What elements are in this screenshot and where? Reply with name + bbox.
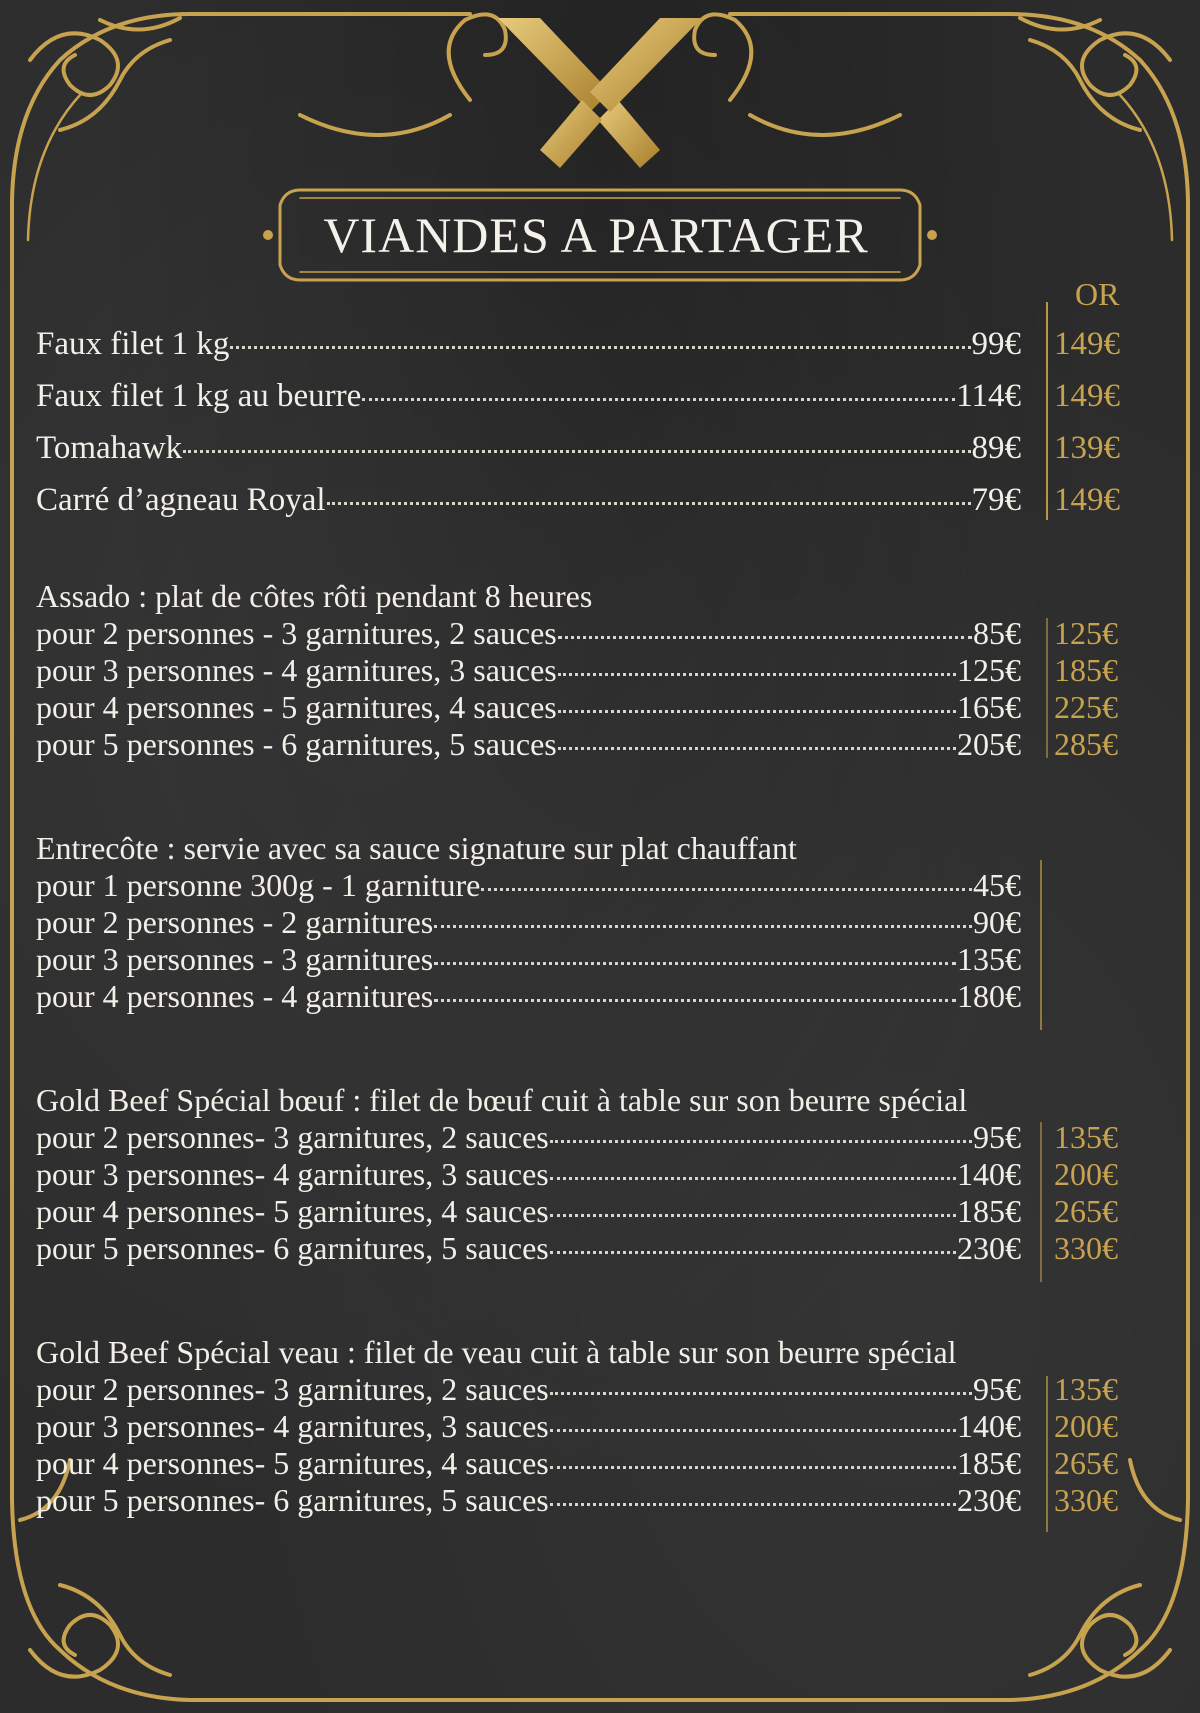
item-name: Carré d’agneau Royal — [36, 482, 326, 518]
dot-leader — [362, 398, 955, 401]
item-gold-price: 135€ — [1054, 1371, 1118, 1407]
gold-column-divider — [1046, 618, 1048, 758]
dot-leader — [558, 747, 956, 750]
section-title-gold-beef-boeuf: Gold Beef Spécial bœuf : filet de bœuf cuit à table sur son beurre spécial — [36, 1082, 968, 1118]
item-gold-price: 149€ — [1054, 378, 1120, 414]
item-price: 230€ — [957, 1482, 1021, 1518]
item-name: Faux filet 1 kg au beurre — [36, 378, 362, 414]
dot-leader — [558, 636, 972, 639]
item-price: 205€ — [957, 726, 1021, 762]
item-price: 165€ — [957, 689, 1021, 725]
dot-leader — [558, 710, 956, 713]
item-name: pour 4 personnes- 5 garnitures, 4 sauces — [36, 1193, 549, 1229]
dot-leader — [550, 1503, 956, 1506]
title-banner — [272, 187, 920, 283]
item-gold-price: 139€ — [1054, 430, 1120, 466]
page-title: VIANDES A PARTAGER — [323, 207, 869, 263]
menu-item — [36, 1193, 1118, 1233]
section-title-gold-beef-veau: Gold Beef Spécial veau : filet de veau cuit à table sur son beurre spécial — [36, 1334, 957, 1370]
gold-column-divider — [1040, 1122, 1042, 1282]
item-name: pour 4 personnes - 4 garnitures — [36, 978, 434, 1014]
dot-leader — [481, 888, 972, 891]
item-gold-price: 285€ — [1054, 726, 1118, 762]
menu-item — [36, 689, 1118, 729]
item-price: 135€ — [957, 941, 1021, 977]
dot-leader — [183, 450, 970, 453]
dot-leader — [550, 1214, 956, 1217]
gold-column-divider — [1046, 302, 1048, 520]
item-name: pour 2 personnes- 3 garnitures, 2 sauces — [36, 1371, 549, 1407]
dot-leader — [434, 925, 972, 928]
item-name: pour 2 personnes- 3 garnitures, 2 sauces — [36, 1119, 549, 1155]
dot-leader — [327, 502, 971, 505]
item-price: 79€ — [971, 482, 1021, 518]
item-price: 114€ — [956, 378, 1021, 414]
menu-item — [36, 1408, 1118, 1448]
item-price: 90€ — [973, 904, 1021, 940]
menu-item — [36, 615, 1118, 655]
menu-item — [36, 326, 1120, 366]
item-name: pour 3 personnes - 3 garnitures — [36, 941, 434, 977]
item-price: 230€ — [957, 1230, 1021, 1266]
item-name: pour 3 personnes- 4 garnitures, 3 sauces — [36, 1408, 549, 1444]
item-gold-price: 125€ — [1054, 615, 1118, 651]
item-name: Tomahawk — [36, 430, 183, 466]
menu-item — [36, 978, 1021, 1018]
menu-item — [36, 1445, 1118, 1485]
item-price: 140€ — [957, 1408, 1021, 1444]
item-price: 85€ — [973, 615, 1021, 651]
section-title-assado: Assado : plat de côtes rôti pendant 8 heures — [36, 578, 593, 614]
item-gold-price: 225€ — [1054, 689, 1118, 725]
dot-leader — [550, 1429, 956, 1432]
item-gold-price: 200€ — [1054, 1156, 1118, 1192]
item-gold-price: 200€ — [1054, 1408, 1118, 1444]
menu-item — [36, 1230, 1118, 1270]
item-price: 125€ — [957, 652, 1021, 688]
menu-item — [36, 652, 1118, 692]
dot-leader — [550, 1140, 972, 1143]
dot-leader — [550, 1177, 956, 1180]
gold-column-divider — [1046, 1376, 1048, 1532]
item-gold-price: 135€ — [1054, 1119, 1118, 1155]
item-name: pour 3 personnes - 4 garnitures, 3 sauces — [36, 652, 557, 688]
item-price: 95€ — [973, 1119, 1021, 1155]
menu-item — [36, 904, 1021, 944]
item-gold-price: 265€ — [1054, 1445, 1118, 1481]
menu-item — [36, 482, 1120, 522]
item-price: 185€ — [957, 1193, 1021, 1229]
dot-leader — [558, 673, 956, 676]
item-price: 89€ — [971, 430, 1021, 466]
menu-item — [36, 1482, 1118, 1522]
dot-leader — [550, 1466, 956, 1469]
item-price: 99€ — [971, 326, 1021, 362]
gold-column-divider — [1040, 860, 1042, 1030]
gold-column-label: OR — [1075, 276, 1120, 312]
item-name: pour 5 personnes - 6 garnitures, 5 sauces — [36, 726, 557, 762]
dot-leader — [550, 1251, 956, 1254]
item-name: pour 5 personnes- 6 garnitures, 5 sauces — [36, 1230, 549, 1266]
item-price: 185€ — [957, 1445, 1021, 1481]
item-price: 45€ — [973, 867, 1021, 903]
item-name: pour 2 personnes - 3 garnitures, 2 sauces — [36, 615, 557, 651]
item-gold-price: 330€ — [1054, 1482, 1118, 1518]
menu-item — [36, 1119, 1118, 1159]
item-gold-price: 185€ — [1054, 652, 1118, 688]
menu-item — [36, 867, 1021, 907]
menu-item — [36, 941, 1021, 981]
item-gold-price: 149€ — [1054, 326, 1120, 362]
menu-item — [36, 430, 1120, 470]
item-gold-price: 330€ — [1054, 1230, 1118, 1266]
section-title-entrecote: Entrecôte : servie avec sa sauce signature sur plat chauffant — [36, 830, 797, 866]
item-name: pour 4 personnes- 5 garnitures, 4 sauces — [36, 1445, 549, 1481]
item-gold-price: 149€ — [1054, 482, 1120, 518]
item-name: pour 2 personnes - 2 garnitures — [36, 904, 434, 940]
crossed-knives-icon — [490, 10, 710, 170]
item-name: Faux filet 1 kg — [36, 326, 230, 362]
dot-leader — [434, 999, 956, 1002]
item-name: pour 5 personnes- 6 garnitures, 5 sauces — [36, 1482, 549, 1518]
item-gold-price: 265€ — [1054, 1193, 1118, 1229]
item-price: 180€ — [957, 978, 1021, 1014]
item-name: pour 4 personnes - 5 garnitures, 4 sauces — [36, 689, 557, 725]
item-name: pour 1 personne 300g - 1 garniture — [36, 867, 481, 903]
item-price: 95€ — [973, 1371, 1021, 1407]
menu-item — [36, 726, 1118, 766]
dot-leader — [230, 346, 970, 349]
item-price: 140€ — [957, 1156, 1021, 1192]
dot-leader — [550, 1392, 972, 1395]
menu-item — [36, 1371, 1118, 1411]
dot-leader — [434, 962, 956, 965]
menu-item — [36, 1156, 1118, 1196]
menu-item — [36, 378, 1120, 418]
item-name: pour 3 personnes- 4 garnitures, 3 sauces — [36, 1156, 549, 1192]
